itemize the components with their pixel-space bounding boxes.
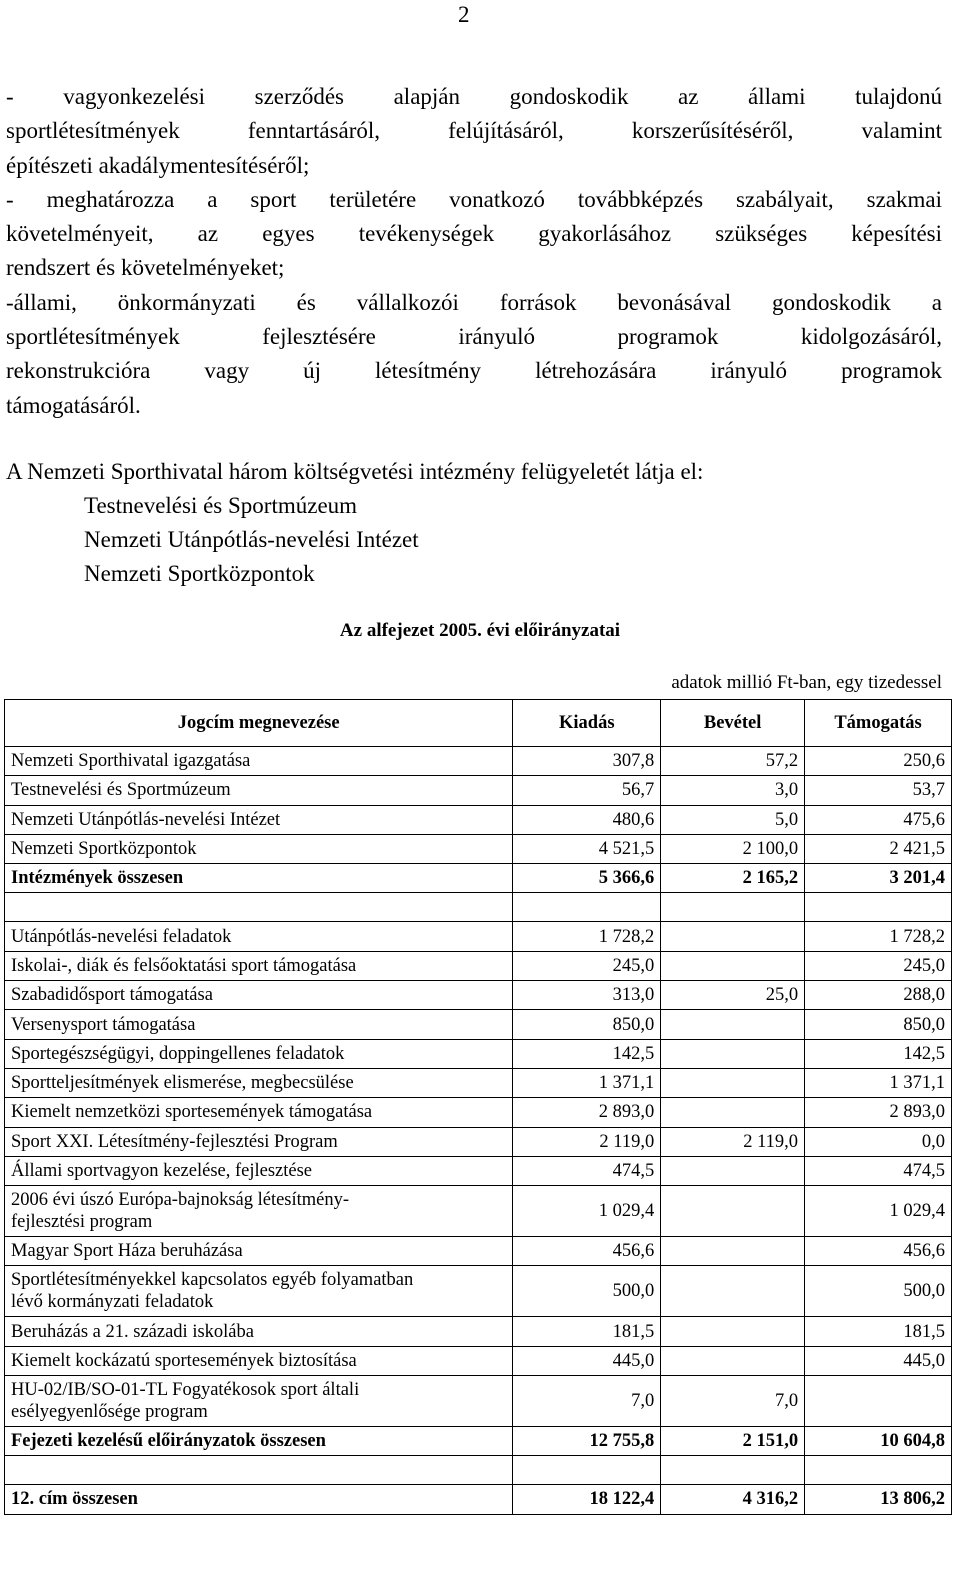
cell-kiadas: 5 366,6 (513, 864, 661, 893)
cell-name: Nemzeti Sporthivatal igazgatása (5, 747, 513, 776)
institution-item: Nemzeti Sportközpontok (84, 561, 315, 586)
paragraph-line: -állami, önkormányzati és vállalkozói források bevonásával gondoskodik a (6, 289, 942, 315)
header-tamogatas: Támogatás (805, 700, 952, 747)
paragraph-line: - meghatározza a sport területére vonatkozó továbbképzés szabályait, szakmai (6, 186, 942, 212)
table-spacer-row (5, 1456, 952, 1485)
cell-name: Versenysport támogatása (5, 1010, 513, 1039)
table-total-row (5, 1485, 952, 1514)
cell-name: Nemzeti Utánpótlás-nevelési Intézet (5, 805, 513, 834)
institutions-list (84, 489, 419, 591)
cell-tamogatas: 53,7 (805, 776, 952, 805)
cell-tamogatas: 245,0 (805, 951, 952, 980)
table-total-row (5, 864, 952, 893)
cell-kiadas: 245,0 (513, 951, 661, 980)
cell-kiadas: 7,0 (513, 1376, 661, 1427)
paragraph-line: rekonstrukcióra vagy új létesítmény létrehozására irányuló programok (6, 358, 942, 384)
cell-tamogatas: 2 893,0 (805, 1098, 952, 1127)
cell-name: Beruházás a 21. századi iskolába (5, 1317, 513, 1346)
table-row (5, 1237, 952, 1266)
table-total-row (5, 1427, 952, 1456)
table-row (5, 1098, 952, 1127)
cell-kiadas: 456,6 (513, 1237, 661, 1266)
cell-tamogatas: 142,5 (805, 1039, 952, 1068)
cell-bevetel (661, 1317, 805, 1346)
cell-tamogatas: 1 029,4 (805, 1186, 952, 1237)
cell-name: Utánpótlás-nevelési feladatok (5, 922, 513, 951)
paragraph-line: sportlétesítmények fejlesztésére irányuló programok kidolgozásáról, (6, 324, 942, 350)
empty-cell (513, 893, 661, 922)
table-title: Az alfejezet 2005. évi előirányzatai (339, 620, 621, 641)
cell-name: Állami sportvagyon kezelése, fejlesztése (5, 1156, 513, 1185)
cell-bevetel (661, 1098, 805, 1127)
cell-kiadas: 18 122,4 (513, 1485, 661, 1514)
cell-name (5, 1376, 513, 1427)
cell-name-line: 2006 évi úszó Európa-bajnokság létesítmény- (11, 1190, 350, 1211)
cell-kiadas: 500,0 (513, 1266, 661, 1317)
cell-tamogatas: 475,6 (805, 805, 952, 834)
cell-name-line: esélyegyenlősége program (11, 1402, 208, 1423)
cell-tamogatas: 13 806,2 (805, 1485, 952, 1514)
cell-name: Iskolai-, diák és felsőoktatási sport támogatása (5, 951, 513, 980)
cell-bevetel (661, 1156, 805, 1185)
cell-name: Sportegészségügyi, doppingellenes feladatok (5, 1039, 513, 1068)
paragraph-line: - vagyonkezelési szerződés alapján gondoskodik az állami tulajdonú (6, 84, 942, 109)
cell-kiadas: 2 893,0 (513, 1098, 661, 1127)
cell-kiadas: 4 521,5 (513, 834, 661, 863)
cell-name: Magyar Sport Háza beruházása (5, 1237, 513, 1266)
cell-bevetel (661, 951, 805, 980)
cell-tamogatas: 3 201,4 (805, 864, 952, 893)
cell-kiadas: 307,8 (513, 747, 661, 776)
cell-tamogatas: 1 371,1 (805, 1068, 952, 1097)
cell-bevetel (661, 1068, 805, 1097)
empty-cell (805, 1456, 952, 1485)
cell-name: Fejezeti kezelésű előirányzatok összesen (5, 1427, 513, 1456)
cell-kiadas: 56,7 (513, 776, 661, 805)
cell-tamogatas: 445,0 (805, 1346, 952, 1375)
table-spacer-row (5, 893, 952, 922)
empty-cell (805, 893, 952, 922)
cell-tamogatas: 2 421,5 (805, 834, 952, 863)
table-row (5, 834, 952, 863)
empty-cell (5, 893, 513, 922)
responsibilities-paragraph (6, 80, 942, 423)
paragraph-line: támogatásáról. (6, 392, 141, 418)
cell-tamogatas: 0,0 (805, 1127, 952, 1156)
cell-bevetel (661, 1346, 805, 1375)
table-row (5, 922, 952, 951)
cell-kiadas: 480,6 (513, 805, 661, 834)
cell-name: Intézmények összesen (5, 864, 513, 893)
cell-tamogatas: 456,6 (805, 1237, 952, 1266)
cell-kiadas: 850,0 (513, 1010, 661, 1039)
cell-kiadas: 313,0 (513, 981, 661, 1010)
header-bevetel: Bevétel (661, 700, 805, 747)
empty-cell (513, 1456, 661, 1485)
cell-bevetel: 3,0 (661, 776, 805, 805)
cell-kiadas: 474,5 (513, 1156, 661, 1185)
cell-bevetel: 4 316,2 (661, 1485, 805, 1514)
cell-kiadas: 445,0 (513, 1346, 661, 1375)
cell-name: Sportteljesítmények elismerése, megbecsülése (5, 1068, 513, 1097)
cell-bevetel (661, 1010, 805, 1039)
cell-tamogatas: 474,5 (805, 1156, 952, 1185)
institution-item: Nemzeti Utánpótlás-nevelési Intézet (84, 527, 419, 552)
cell-name-line: HU-02/IB/SO-01-TL Fogyatékosok sport általi (11, 1380, 360, 1401)
table-row (5, 1186, 952, 1237)
paragraph-line: követelményeit, az egyes tevékenységek gyakorlásához szükséges képesítési (6, 221, 942, 247)
cell-tamogatas: 10 604,8 (805, 1427, 952, 1456)
cell-name: Kiemelt nemzetközi sportesemények támogatása (5, 1098, 513, 1127)
header-kiadas: Kiadás (513, 700, 661, 747)
table-row (5, 1127, 952, 1156)
cell-bevetel (661, 1237, 805, 1266)
cell-bevetel (661, 1266, 805, 1317)
table-row (5, 981, 952, 1010)
table-row (5, 1317, 952, 1346)
institutions-intro: A Nemzeti Sporthivatal három költségvetési intézmény felügyeletét látja el: (6, 459, 704, 484)
cell-bevetel (661, 1186, 805, 1237)
cell-name: Testnevelési és Sportmúzeum (5, 776, 513, 805)
table-row (5, 1346, 952, 1375)
table-row (5, 1376, 952, 1427)
cell-kiadas: 1 371,1 (513, 1068, 661, 1097)
cell-tamogatas: 850,0 (805, 1010, 952, 1039)
table-body (5, 747, 952, 1515)
header-jogcim: Jogcím megnevezése (5, 700, 513, 747)
cell-tamogatas: 500,0 (805, 1266, 952, 1317)
cell-name-line: lévő kormányzati feladatok (11, 1292, 214, 1313)
budget-table (4, 699, 952, 1515)
table-row (5, 951, 952, 980)
cell-bevetel (661, 1039, 805, 1068)
cell-bevetel: 25,0 (661, 981, 805, 1010)
cell-bevetel: 2 165,2 (661, 864, 805, 893)
cell-kiadas: 2 119,0 (513, 1127, 661, 1156)
cell-name: Nemzeti Sportközpontok (5, 834, 513, 863)
page-number: 2 (458, 2, 470, 27)
table-row (5, 1039, 952, 1068)
paragraph-line: rendszert és követelményeket; (6, 255, 285, 281)
cell-bevetel: 2 119,0 (661, 1127, 805, 1156)
unit-note: adatok millió Ft-ban, egy tizedessel (671, 672, 942, 693)
institution-item: Testnevelési és Sportmúzeum (84, 493, 358, 518)
cell-name: Szabadidősport támogatása (5, 981, 513, 1010)
cell-tamogatas: 250,6 (805, 747, 952, 776)
empty-cell (661, 893, 805, 922)
table-row (5, 1266, 952, 1317)
cell-tamogatas: 181,5 (805, 1317, 952, 1346)
cell-bevetel (661, 922, 805, 951)
paragraph-line: sportlétesítmények fenntartásáról, felújításáról, korszerűsítéséről, valamint (6, 118, 942, 144)
cell-kiadas: 142,5 (513, 1039, 661, 1068)
cell-name-line: Sportlétesítményekkel kapcsolatos egyéb folyamatban (11, 1270, 414, 1291)
cell-kiadas: 1 029,4 (513, 1186, 661, 1237)
cell-bevetel: 57,2 (661, 747, 805, 776)
cell-bevetel: 7,0 (661, 1376, 805, 1427)
cell-name-line: fejlesztési program (11, 1212, 153, 1233)
cell-name: Kiemelt kockázatú sportesemények biztosítása (5, 1346, 513, 1375)
table-row (5, 747, 952, 776)
cell-tamogatas: 288,0 (805, 981, 952, 1010)
cell-bevetel: 2 100,0 (661, 834, 805, 863)
table-row (5, 1068, 952, 1097)
cell-bevetel: 5,0 (661, 805, 805, 834)
cell-bevetel: 2 151,0 (661, 1427, 805, 1456)
cell-kiadas: 12 755,8 (513, 1427, 661, 1456)
empty-cell (5, 1456, 513, 1485)
cell-name: 12. cím összesen (5, 1485, 513, 1514)
cell-name (5, 1186, 513, 1237)
cell-name (5, 1266, 513, 1317)
table-row (5, 1156, 952, 1185)
cell-tamogatas (805, 1376, 952, 1427)
cell-kiadas: 181,5 (513, 1317, 661, 1346)
cell-kiadas: 1 728,2 (513, 922, 661, 951)
cell-name: Sport XXI. Létesítmény-fejlesztési Program (5, 1127, 513, 1156)
paragraph-line: építészeti akadálymentesítéséről; (6, 152, 310, 178)
table-row (5, 1010, 952, 1039)
table-header-row (5, 700, 952, 747)
table-row (5, 805, 952, 834)
empty-cell (661, 1456, 805, 1485)
cell-tamogatas: 1 728,2 (805, 922, 952, 951)
table-row (5, 776, 952, 805)
